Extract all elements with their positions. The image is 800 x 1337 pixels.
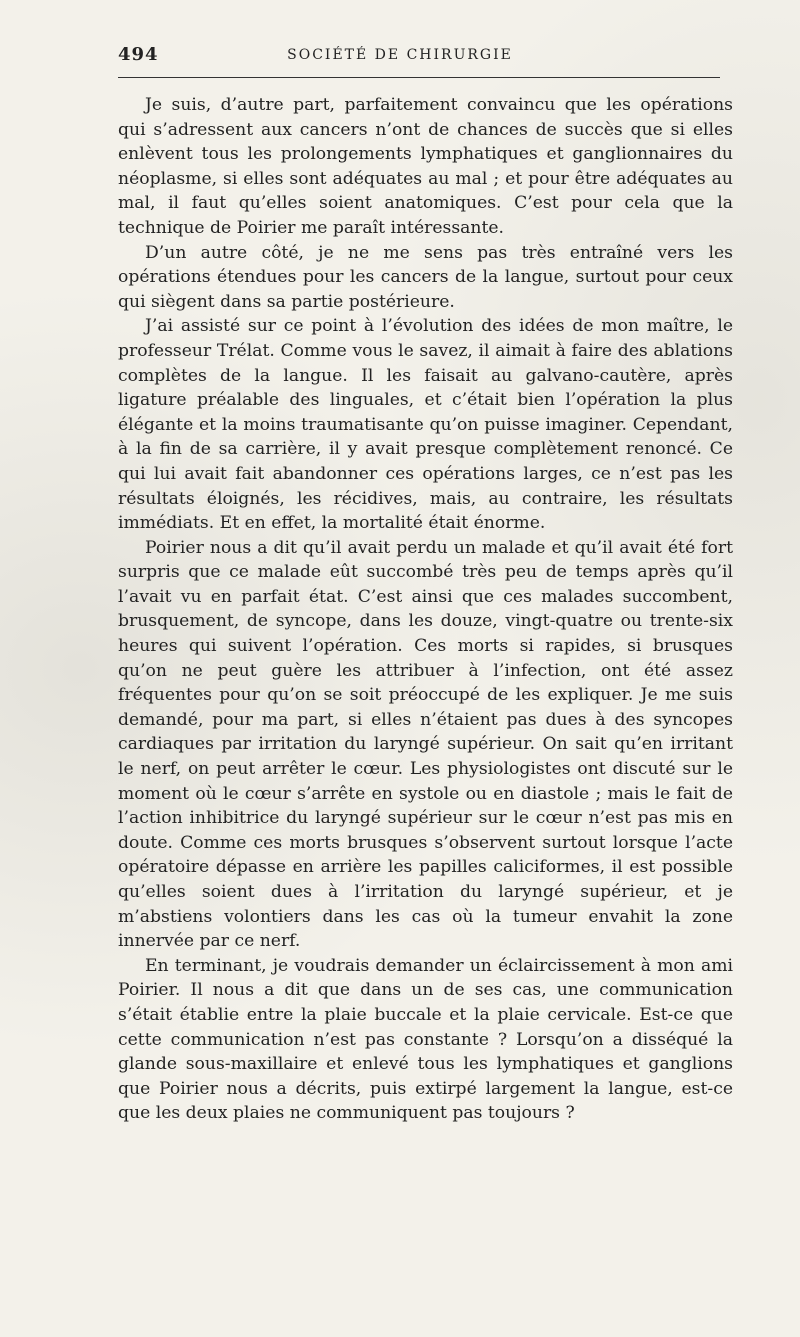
running-head: SOCIÉTÉ DE CHIRURGIE	[287, 47, 513, 63]
body-text	[118, 93, 733, 1126]
paragraph: Je suis, d’autre part, parfaitement convaincu que les opérations qui s’adressent aux cancers n’ont de chances de succès que si elles enlèvent tous les prolongements lymphatiques et ganglionnaires du néoplasme, si elles sont adéquates au mal ; et pour être adéquates au mal, il faut qu’elles soient anatomiques. C’est pour cela que la technique de Poirier me paraît intéressante.	[118, 95, 733, 238]
header-rule	[118, 77, 720, 78]
paragraph: D’un autre côté, je ne me sens pas très entraîné vers les opérations étendues pour les cancers de la langue, surtout pour ceux qui siègent dans sa partie postérieure.	[118, 242, 733, 312]
paragraph: Poirier nous a dit qu’il avait perdu un malade et qu’il avait été fort surpris que ce malade eût succombé très peu de temps après qu’il l’avait vu en parfait état. C’est ainsi que ces malades succombent, brusquement, de syncope, dans les douze, vingt-quatre ou trente-six heures qui suivent l’opération. Ces morts si rapides, si brusques qu’on ne peut guère les attribuer à l’infection, ont été assez fréquentes pour qu’on se soit préoccupé de les expliquer. Je me suis demandé, pour ma part, si elles n’étaient pas dues à des syncopes cardiaques par irritation du laryngé supérieur. On sait qu’en irritant le nerf, on peut arrêter le cœur. Les physiologistes ont discuté sur le moment où le cœur s’arrête en systole ou en diastole ; mais le fait de l’action inhibitrice du laryngé supérieur sur le cœur n’est pas mis en doute. Comme ces morts brusques s’observent surtout lorsque l’acte opératoire dépasse en arrière les papilles caliciformes, il est possible qu’elles soient dues à l’irritation du laryngé supérieur, et je m’abstiens volontiers dans les cas où la tumeur envahit la zone innervée par ce nerf.	[118, 537, 733, 952]
paragraph: J’ai assisté sur ce point à l’évolution des idées de mon maître, le professeur Trélat. Comme vous le savez, il aimait à faire des ablations complètes de la langue. Il les faisait au galvano-cautère, après ligature préalable des linguales, et c’était bien l’opération la plus élégante et la moins traumatisante qu’on puisse imaginer. Cependant, à la fin de sa carrière, il y avait presque complètement renoncé. Ce qui lui avait fait abandonner ces opérations larges, ce n’est pas les résultats éloignés, les récidives, mais, au contraire, les résultats immédiats. Et en effet, la mortalité était énorme.	[118, 316, 733, 534]
page-number: 494	[118, 44, 159, 65]
paragraph: En terminant, je voudrais demander un éclaircissement à mon ami Poirier. Il nous a dit que dans un de ses cas, une communication s’était établie entre la plaie buccale et la plaie cervicale. Est-ce que cette communication n’est pas constante ? Lorsqu’on a disséqué la glande sous-maxillaire et enlevé tous les lymphatiques et ganglions que Poirier nous a décrits, puis extirpé largement la langue, est-ce que les deux plaies ne communiquent pas toujours ?	[118, 955, 733, 1124]
